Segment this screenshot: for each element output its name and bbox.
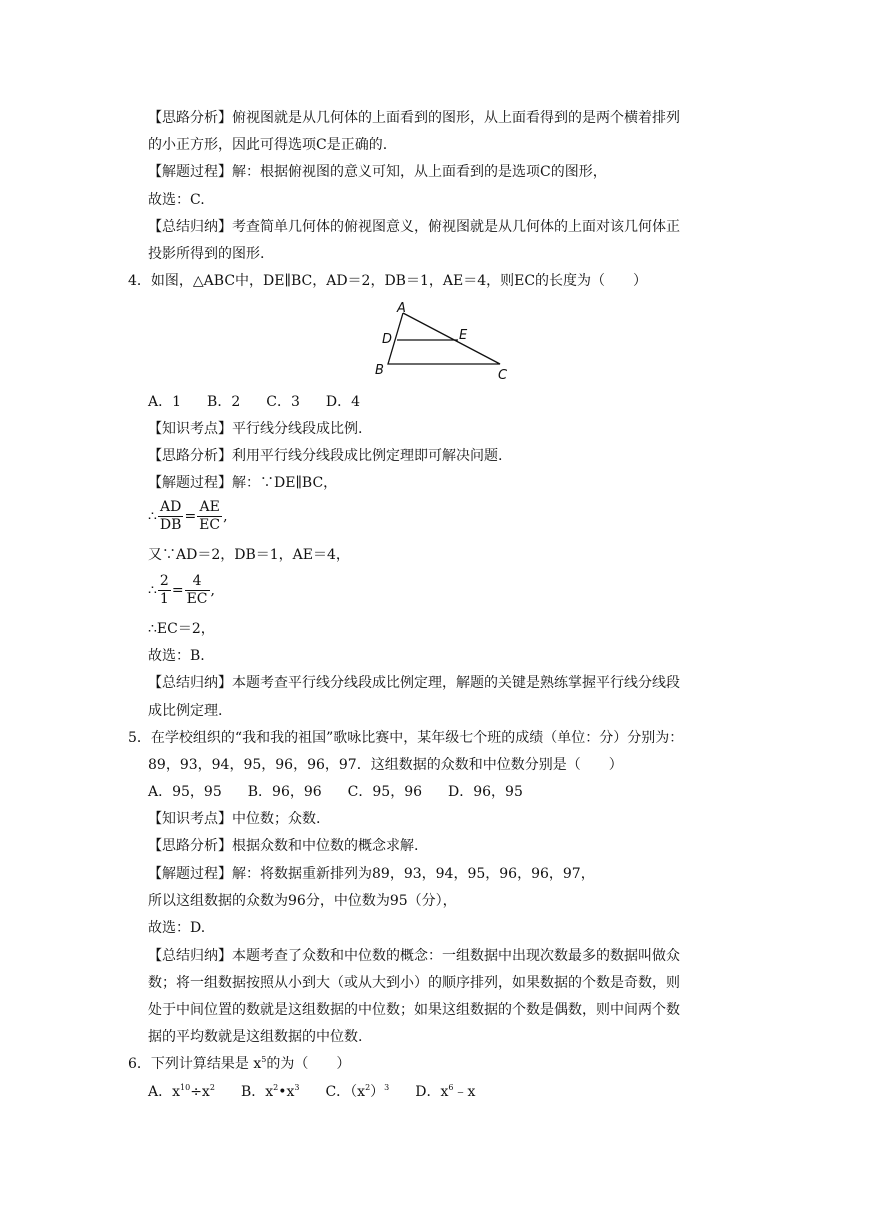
question-4-stem: 4．如图，△ABC中，DE∥BC，AD＝2，DB＝1，AE＝4，则EC的长度为（ ）: [128, 273, 648, 289]
option-b: B．$x^2•x^3$: [240, 1083, 300, 1100]
text-line: 【思路分析】根据众数和中位数的概念求解.: [148, 838, 419, 854]
fraction-equation-1: ∴ $\frac{AD}{DB}$ = $\frac{AE}{EC}$ ,: [148, 499, 228, 533]
option-b: B．96，96: [247, 784, 322, 800]
text-line: 【思路分析】利用平行线分线段成比例定理即可解决问题.: [148, 448, 503, 464]
option-b: B．2: [207, 394, 241, 410]
text-line: ∴EC＝2，: [148, 621, 215, 637]
text-line: 投影所得到的图形.: [148, 246, 265, 262]
label-d: D: [382, 332, 393, 347]
triangle-figure: [370, 298, 520, 384]
text-line: 处于中间位置的数就是这组数据的中位数；如果这组数据的个数是偶数，则中间两个数: [148, 1002, 680, 1018]
label-e: E: [459, 328, 468, 343]
fraction-equation-2: ∴ $\frac{2}{1}$ = $\frac{4}{EC}$ ,: [148, 573, 215, 607]
option-d: D．4: [325, 394, 360, 410]
text-line: 数；将一组数据按照从小到大（或从大到小）的顺序排列，如果数据的个数是奇数，则: [148, 975, 680, 991]
text-line: 所以这组数据的众数为96分，中位数为95（分），: [148, 893, 457, 909]
option-c: C．95，96: [347, 784, 423, 800]
text-line: 成比例定理.: [148, 703, 223, 719]
option-a: A．1: [148, 394, 182, 410]
text-line: 【知识考点】中位数；众数.: [148, 811, 321, 827]
option-c: C．$(x^2)^3$: [325, 1083, 390, 1100]
text-line: 【解题过程】解：根据俯视图的意义可知，从上面看到的是选项C的图形，: [148, 164, 607, 180]
text-line: 【知识考点】平行线分线段成比例.: [148, 421, 363, 437]
text-line: 的小正方形，因此可得选项C是正确的.: [148, 137, 388, 153]
question-6-stem: 6．下列计算结果是 $x^5$的为（ ）: [128, 1055, 351, 1072]
option-c: C．3: [266, 394, 300, 410]
question-4-options: [148, 392, 386, 412]
text-line: 【解题过程】解：将数据重新排列为89，93，94，95，96，96，97，: [148, 866, 595, 882]
option-a: A．$x^{10}\div x^2$: [148, 1083, 215, 1100]
option-d: D．$x^6﹣x$: [415, 1083, 476, 1100]
text-line: 据的平均数就是这组数据的中位数.: [148, 1029, 363, 1045]
text-line: 89，93，94，95，96，96，97．这组数据的众数和中位数分别是（ ）: [148, 757, 623, 773]
text-line: 又∵AD＝2，DB＝1，AE＝4，: [148, 547, 350, 563]
question-5-options: [148, 782, 549, 802]
text-line: 【思路分析】俯视图就是从几何体的上面看到的图形，从上面看得到的是两个横着排列: [148, 110, 680, 126]
option-d: D．96，95: [448, 784, 523, 800]
label-a: A: [397, 301, 406, 316]
question-6-options: [148, 1082, 501, 1102]
text-line: 故选：C.: [148, 192, 205, 208]
text-line: 【总结归纳】本题考查平行线分线段成比例定理，解题的关键是熟练掌握平行线分线段: [148, 675, 680, 691]
text-line: 【总结归纳】考查简单几何体的俯视图意义，俯视图就是从几何体的上面对该几何体正: [148, 219, 680, 235]
question-5-stem: 5．在学校组织的“我和我的祖国”歌咏比赛中，某年级七个班的成绩（单位：分）分别为：: [128, 730, 684, 746]
label-b: B: [375, 363, 384, 378]
text-line: 故选：B.: [148, 648, 205, 664]
label-c: C: [498, 368, 508, 383]
text-line: 故选：D.: [148, 920, 206, 936]
option-a: A．95，95: [148, 784, 222, 800]
text-line: 【总结归纳】本题考查了众数和中位数的概念：一组数据中出现次数最多的数据叫做众: [148, 948, 680, 964]
text-line: 【解题过程】解：∵DE∥BC，: [148, 475, 338, 491]
